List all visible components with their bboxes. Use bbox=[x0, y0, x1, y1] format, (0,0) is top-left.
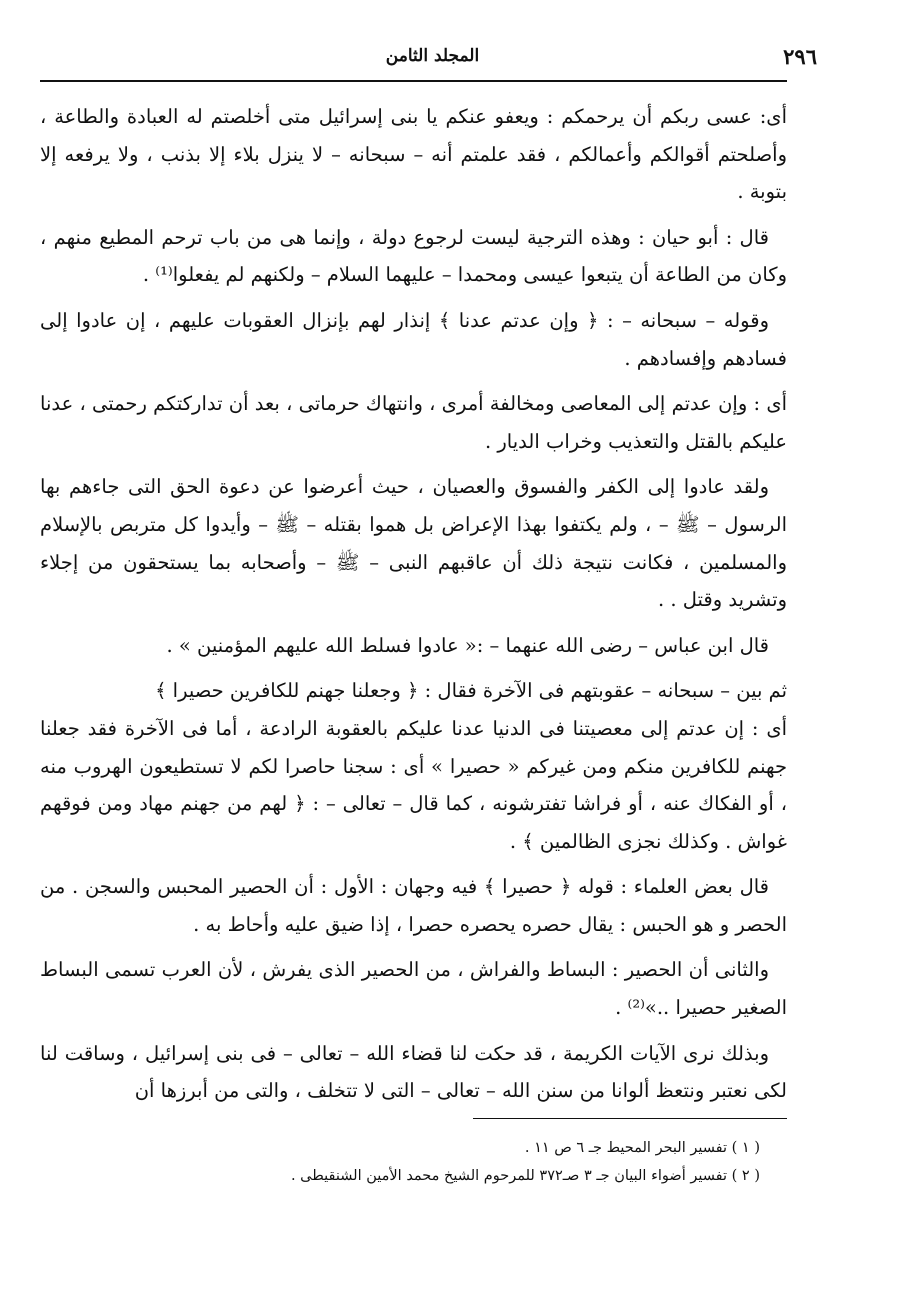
paragraph: ثم بين – سبحانه – عقوبتهم فى الآخرة فقال : ﴿ وجعلنا جهنم للكافرين حصيرا ﴾ bbox=[155, 679, 787, 703]
paragraph: وبذلك نرى الآيات الكريمة ، قد حكت لنا قضاء الله – تعالى – فى بنى إسرائيل ، وساقت لنا لكى نعتبر ونتعظ ألوانا من سنن الله – تعالى – التى لا تتخلف ، والتى من أبرزها أن bbox=[40, 1041, 787, 1103]
footnote-rule bbox=[473, 1118, 787, 1119]
paragraph: أى : وإن عدتم إلى المعاصى ومخالفة أمرى ، وانتهاك حرماتى ، بعد أن تداركتكم رحمتى ، عدنا عليكم بالقتل والتعذيب وخراب الديار . bbox=[40, 392, 787, 453]
page-header bbox=[40, 40, 825, 80]
body-text bbox=[40, 98, 787, 1118]
paragraph: والثانى أن الحصير : البساط والفراش ، من الحصير الذى يفرش ، لأن العرب تسمى البساط الصغير حصيرا ..»⁽²⁾ . bbox=[40, 958, 787, 1020]
paragraph: وقوله – سبحانه – : ﴿ وإن عدتم عدنا ﴾ إنذار لهم بإنزال العقوبات عليهم ، إن عادوا إلى فسادهم وإفسادهم . bbox=[40, 308, 787, 370]
footnotes bbox=[40, 1134, 760, 1190]
footnote: ( ٢ ) تفسير أضواء البيان جـ ٣ صـ٣٧٢ للمرحوم الشيخ محمد الأمين الشنقيطى . bbox=[290, 1168, 760, 1184]
paragraph: أى: عسى ربكم أن يرحمكم : ويعفو عنكم يا بنى إسرائيل متى أخلصتم له العبادة والطاعة ، وأصلحتم أقوالكم وأعمالكم ، فقد علمتم أنه – سبحانه – لا ينزل بلاء إلا بذنب ، ولا يرفعه إلا بتوبة . bbox=[40, 105, 787, 204]
page-number: ٢٩٦ bbox=[783, 44, 817, 69]
paragraph: ولقد عادوا إلى الكفر والفسوق والعصيان ، حيث أعرضوا عن دعوة الحق التى جاءهم بها الرسول – ﷺ – ، ولم يكتفوا بهذا الإعراض بل هموا بقتله – ﷺ – وأيدوا كل متربص بالإسلام والمسلمين ، فكانت نتيجة ذلك أن عاقبهم النبى – ﷺ – وأصحابه بما يستحقون من إجلاء وتشريد وقتل . . bbox=[40, 475, 787, 612]
paragraph: أى : إن عدتم إلى معصيتنا فى الدنيا عدنا عليكم بالعقوبة الرادعة ، أما فى الآخرة فقد جعلنا جهنم للكافرين منكم ومن غيركم « حصيرا » أى : سجنا حاصرا لكم لا تستطيعون الهروب منه ، أو الفكاك عنه ، أو فراشا تفترشونه ، كما قال – تعالى – : ﴿ لهم من جهنم مهاد ومن فوقهم غواش . وكذلك نجزى الظالمين ﴾ . bbox=[40, 716, 787, 853]
paragraph: قال ابن عباس – رضى الله عنهما – :« عادوا فسلط الله عليهم المؤمنين » . bbox=[166, 633, 769, 657]
header-rule bbox=[40, 80, 787, 82]
running-head: المجلد الثامن bbox=[385, 46, 480, 66]
footnote: ( ١ ) تفسير البحر المحيط جـ ٦ ص ١١ . bbox=[524, 1140, 760, 1156]
paragraph: قال بعض العلماء : قوله ﴿ حصيرا ﴾ فيه وجهان : الأول : أن الحصير المحبس والسجن . من الحصر و هو الحبس : يقال حصره يحصره حصرا ، إذا ضيق عليه وأحاط به . bbox=[40, 875, 787, 936]
paragraph: قال : أبو حيان : وهذه الترجية ليست لرجوع دولة ، وإنما هى من باب ترحم المطيع منهم ، وكان من الطاعة أن يتبعوا عيسى ومحمدا – عليهما السلام – ولكنهم لم يفعلوا⁽¹⁾ . bbox=[40, 225, 787, 287]
